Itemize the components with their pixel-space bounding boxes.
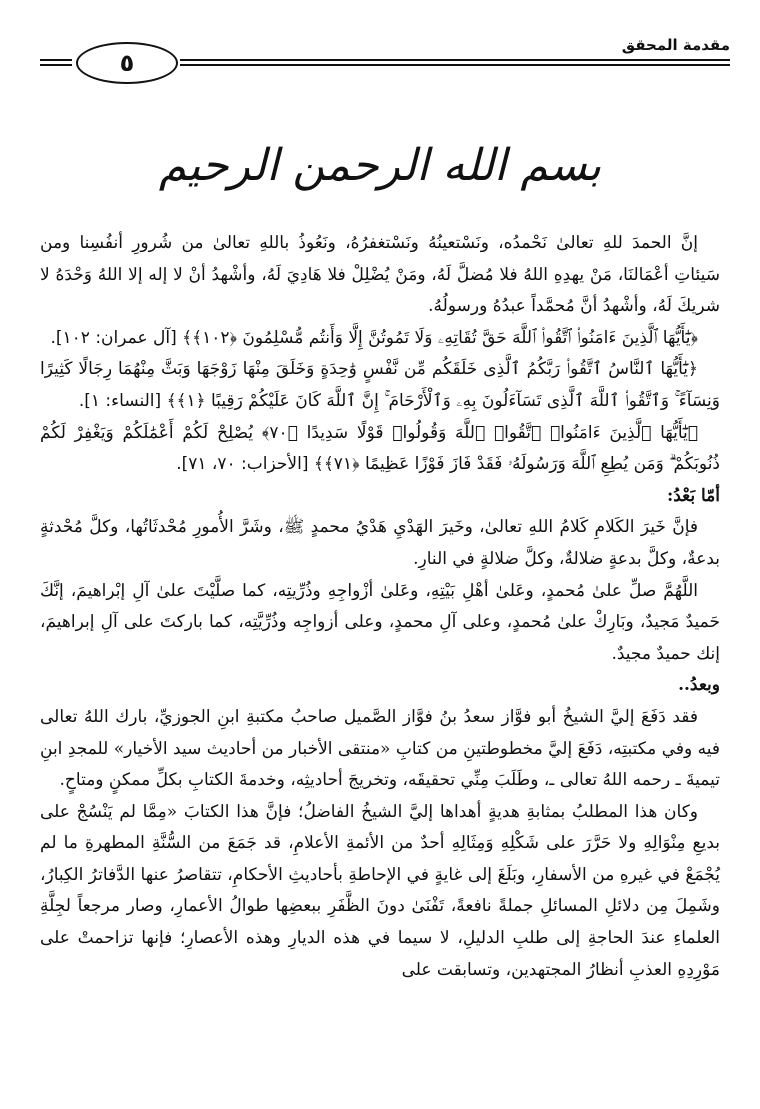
page-number: ٥: [76, 42, 178, 84]
quran-verse-al-ahzab: ﴿يَٰٓأَيُّهَا ٱلَّذِينَ ءَامَنُوا۟ ٱتَّقُوا۟ ٱللَّهَ وَقُولُوا۟ قَوْلًا سَدِيدًا ﴿٧٠﴾ يُصْلِحْ لَكُمْ أَعْمَٰلَكُمْ وَيَغْفِرْ لَكُمْ ذُنُوبَكُمْ ۗ وَمَن يُطِعِ ٱللَّهَ وَرَسُولَهُۥ فَقَدْ فَازَ فَوْزًا عَظِيمًا ﴿٧١﴾﴾ [الأحزاب: ٧٠، ٧١].: [40, 422, 720, 475]
best-speech-paragraph: فإنَّ خَيرَ الكَلامِ كَلامُ اللهِ تعالىٰ، وخَيرَ الهَدْيِ هَدْيُ محمدٍ ﷺ، وشَرَّ الأُمورِ مُحْدثَاتُها، وكلَّ مُحْدثةٍ بدعةٌ، وكلَّ بدعةٍ ضلالةٌ، وكلَّ ضلالةٍ في النارِ.: [40, 517, 720, 569]
running-title: مقدمة المحقق: [616, 36, 730, 54]
quran-verse-an-nisa: ﴿يَٰٓأَيُّهَا ٱلنَّاسُ ٱتَّقُوا۟ رَبَّكُمُ ٱلَّذِى خَلَقَكُم مِّن نَّفْسٍ وَٰحِدَةٍ وَخَلَقَ مِنْهَا زَوْجَهَا وَبَثَّ مِنْهُمَا رِجَالًا كَثِيرًا وَنِسَآءً ۚ وَٱتَّقُوا۟ ٱللَّهَ ٱلَّذِى تَسَآءَلُونَ بِهِۦ وَٱلْأَرْحَامَ ۚ إِنَّ ٱللَّهَ كَانَ عَلَيْكُمْ رَقِيبًا ﴿١﴾﴾ [النساء: ١].: [40, 359, 720, 411]
basmala-calligraphy: بسم الله الرحمن الرحيم: [158, 140, 602, 191]
header-rule-left-bottom: [40, 64, 72, 66]
quran-verse-al-imran: ﴿يَٰٓأَيُّهَا ٱلَّذِينَ ءَامَنُوا۟ ٱتَّقُوا۟ ٱللَّهَ حَقَّ تُقَاتِهِۦ وَلَا تَمُوتُنَّ إِلَّا وَأَنتُم مُّسْلِمُونَ ﴿١٠٢﴾﴾ [آل عمران: ١٠٢].: [50, 327, 698, 348]
header-rule-top: [180, 59, 730, 61]
amma-badu-heading: أمّا بَعْدُ:: [666, 485, 720, 506]
salawat-paragraph: اللَّهُمَّ صلِّ علىٰ مُحمدٍ، وعَلىٰ أهْلِ بَيْتِهِ، وعَلىٰ أزْواجِهِ وذُرِّيتِه، كما صلَّيْتَ علىٰ آلِ إبْراهيمَ، إنَّكَ حَميدٌ مَجيدٌ، وبَارِكْ علىٰ مُحمدٍ، وعلى آلِ محمدٍ، وعلى أزواجِه وذُرِّيَّتِه، كما باركتَ على آلِ إبراهيمَ، إنك حميدٌ مجيدٌ.: [40, 580, 720, 664]
page-body: [40, 228, 720, 986]
commission-paragraph: فقد دَفَعَ إليَّ الشيخُ أبو فوَّاز سعدُ بنُ فوَّاز الصَّميل صاحبُ مكتبةِ ابنِ الجوزيِّ، بارك اللهُ تعالى فيه وفي مكتبتِه، دَفَعَ إليَّ مخطوطتينِ من كتابِ «منتقى الأخبار من أحاديث سيد الأخيار» للمجدِ ابنِ تيميةَ ـ رحمه اللهُ تعالى ـ، وطَلَبَ مِنِّي تحقيقَه، وتخريجَ أحاديثِه، وخدمةَ الكتابِ بكلِّ ممكنٍ ومتاحٍ.: [40, 706, 720, 791]
wa-badu-heading: وبعدُ..: [678, 675, 720, 696]
opening-sermon-paragraph: إنَّ الحمدَ للهِ تعالىٰ نَحْمدُه، ونَسْتعينُهُ ونَسْتغفرُهُ، ونَعُوذُ باللهِ تعالىٰ من شُرورِ أنفُسِنا ومن سَيئاتِ أعْمَالنَا، مَنْ يهدِهِ اللهُ فلا مُضلَّ لَهُ، ومَنْ يُضْلِلْ فلا هَادِيَ لَهُ، وأشْهدُ أنْ لا إله إلا اللهُ وَحْدَهُ لا شريكَ لَهُ، وأشْهدُ أنَّ مُحمَّداً عبدُهُ ورسولُهُ.: [40, 233, 720, 317]
header-rule-bottom: [180, 64, 730, 66]
header-rule-left-top: [40, 59, 72, 61]
page-header: [40, 34, 730, 84]
book-merit-paragraph: وكان هذا المطلبُ بمثابةِ هديةٍ أهداها إليَّ الشيخُ الفاضلُ؛ فإنَّ هذا الكتابَ «مِمَّا لم يَنْسُجْ على بديعِ مِنْوَالِهِ ولا حَرَّرَ على شَكْلِهِ وَمِثَالِهِ أحدٌ من الأئمةِ الأعلامِ، قد جَمَعَ من السُّنَّةِ المطهرةِ ما لم يُجْمَعْ في غيرهِ من الأسفارِ، وبَلَغَ إلى غايةٍ في الإحاطةِ بأحاديثِ الأحكامِ، تتقاصرُ عنها الدَّفاترُ الكِبارُ، وشَمِلَ مِن دلائلِ المسائلِ جملةً نافعةً، تَفْنَىٰ دونَ الظَّفَرِ ببعضِها طوالُ الأعمارِ، وصار مرجعاً لجِلَّةِ العلماءِ عندَ الحاجةِ إلى طلبِ الدليلِ، لا سيما في هذه الديارِ وهذه الأعصارِ؛ فإنها تزاحمتْ على مَوْرِدِهِ العذبِ أنظارُ المجتهدين، وتسابقت على: [40, 801, 720, 980]
